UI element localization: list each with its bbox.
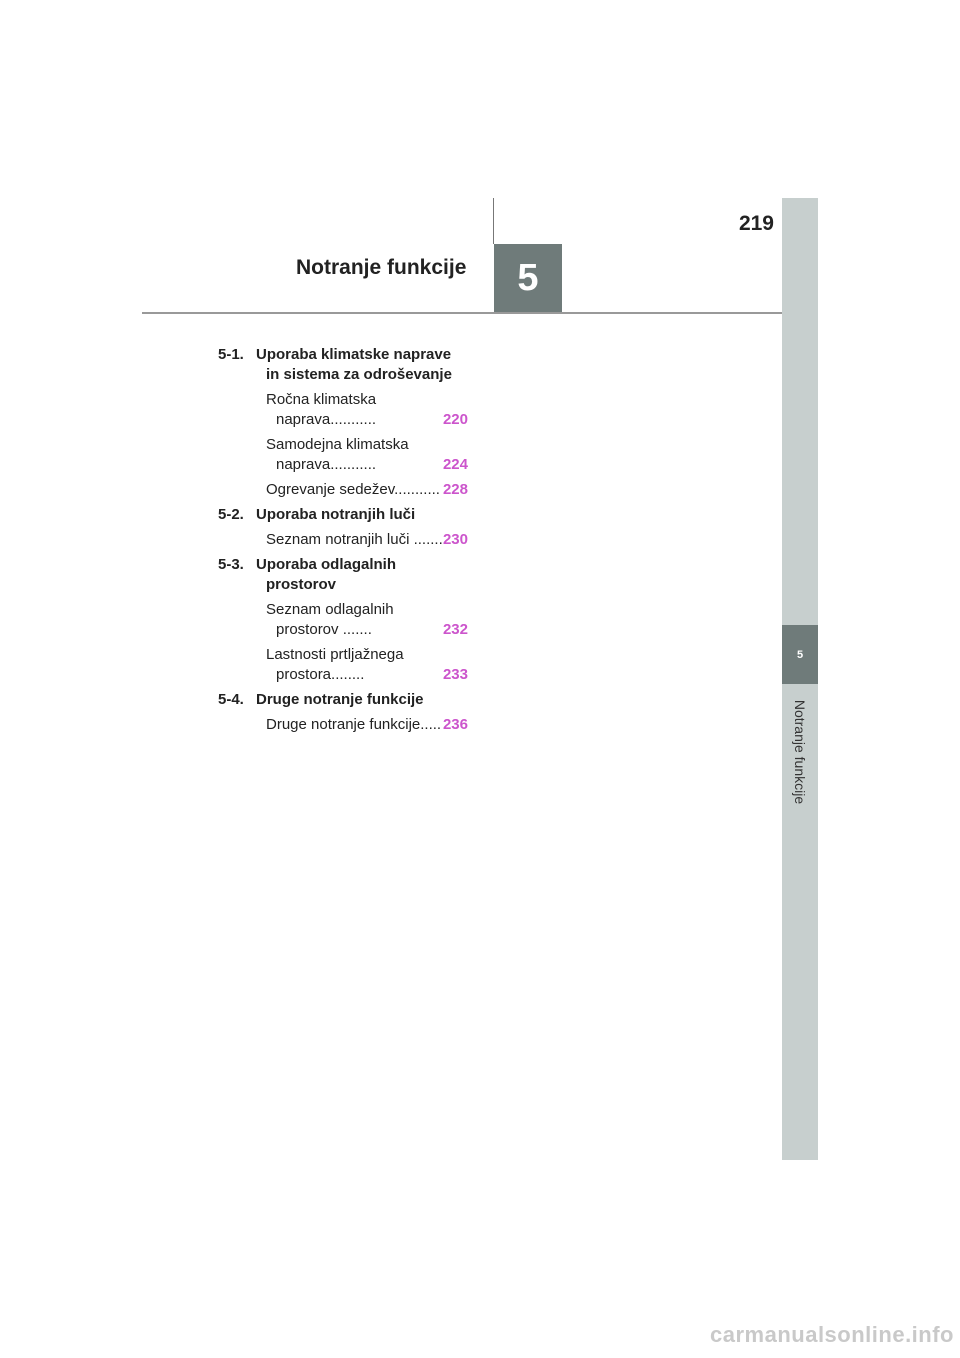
section-number: 5-1. bbox=[218, 346, 244, 363]
toc-entry[interactable] bbox=[218, 715, 468, 735]
entry-title: Samodejna klimatska naprava........... bbox=[266, 436, 409, 473]
entry-page-link[interactable]: 228 bbox=[442, 481, 468, 498]
section-number: 5-4. bbox=[218, 691, 244, 708]
entry-title: Seznam odlagalnih prostorov ....... bbox=[266, 601, 394, 638]
toc-entry[interactable] bbox=[218, 435, 468, 475]
entry-title: Ogrevanje sedežev........... bbox=[266, 481, 440, 498]
entry-title: Ročna klimatska naprava........... bbox=[266, 391, 377, 428]
side-tab-chapter[interactable]: 5 bbox=[782, 625, 818, 684]
section-title: Druge notranje funkcije bbox=[256, 691, 424, 708]
toc-entry[interactable] bbox=[218, 530, 468, 550]
entry-page-link[interactable]: 236 bbox=[442, 716, 468, 733]
entry-title: Lastnosti prtljažnega prostora........ bbox=[266, 646, 404, 683]
entry-page-link[interactable]: 220 bbox=[442, 411, 468, 428]
section-number: 5-3. bbox=[218, 556, 244, 573]
side-tab-label: Notranje funkcije bbox=[792, 699, 808, 805]
chapter-number-box: 5 bbox=[494, 244, 562, 313]
entry-page-link[interactable]: 233 bbox=[442, 666, 468, 683]
entry-page-link[interactable]: 224 bbox=[442, 456, 468, 473]
section-title: Uporaba klimatske naprave in sistema za odroševanje bbox=[256, 346, 452, 383]
entry-page-link[interactable]: 230 bbox=[442, 531, 468, 548]
toc-entry[interactable] bbox=[218, 390, 468, 430]
section-number: 5-2. bbox=[218, 506, 244, 523]
chapter-title: Notranje funkcije bbox=[296, 256, 467, 279]
section-title: Uporaba notranjih luči bbox=[256, 506, 416, 523]
table-of-contents bbox=[218, 345, 468, 735]
toc-entry[interactable] bbox=[218, 600, 468, 640]
toc-section-5-3 bbox=[218, 555, 468, 595]
entry-page-link[interactable]: 232 bbox=[442, 621, 468, 638]
watermark-footer: carmanualsonline.info bbox=[710, 1322, 954, 1347]
entry-title: Druge notranje funkcije..... bbox=[266, 716, 442, 733]
toc-entry[interactable] bbox=[218, 645, 468, 685]
page-number: 219 bbox=[738, 212, 774, 235]
toc-section-5-1 bbox=[218, 345, 468, 385]
toc-section-5-2 bbox=[218, 505, 468, 525]
toc-entry[interactable] bbox=[218, 480, 468, 500]
entry-title: Seznam notranjih luči ....... bbox=[266, 531, 443, 548]
header-divider bbox=[142, 312, 782, 314]
section-title: Uporaba odlagalnih prostorov bbox=[256, 556, 397, 593]
toc-section-5-4 bbox=[218, 690, 468, 710]
header-divider-vertical bbox=[493, 198, 494, 244]
